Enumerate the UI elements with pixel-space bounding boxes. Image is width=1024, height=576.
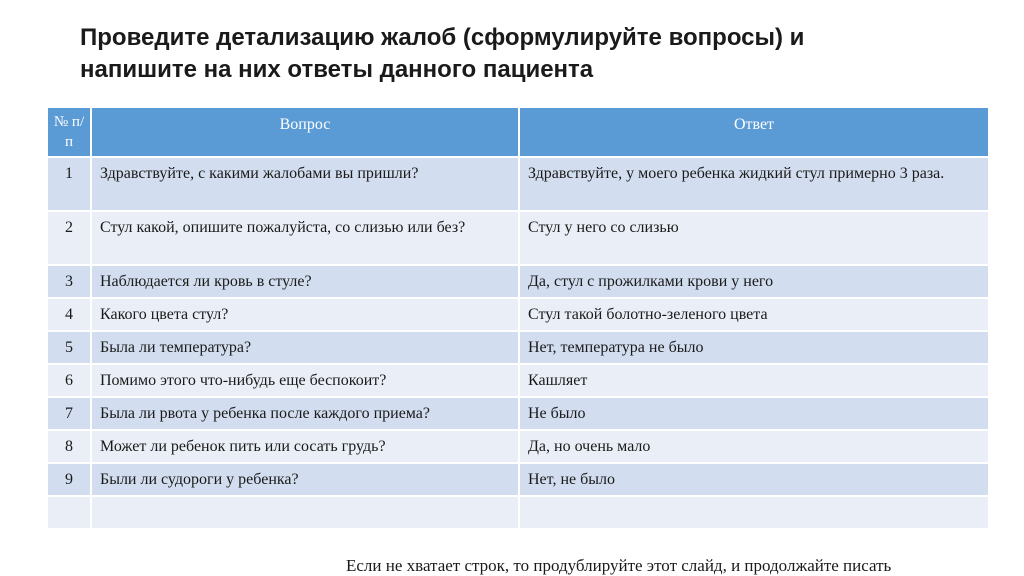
table-header-row [47,107,989,157]
row-question: Была ли температура? [91,331,519,364]
footer-note: Если не хватает строк, то продублируйте этот слайд, и продолжайте писать [346,556,892,575]
table-row-empty [47,496,989,529]
table-row [47,463,989,496]
row-answer: Нет, температура не было [519,331,989,364]
row-number-empty [47,496,91,529]
row-number: 6 [47,364,91,397]
row-number: 3 [47,265,91,298]
row-number: 1 [47,157,91,211]
complaints-table [46,106,990,530]
row-number: 5 [47,331,91,364]
table-row [47,397,989,430]
row-answer: Да, стул с прожилками крови у него [519,265,989,298]
slide-title [80,22,980,86]
slide-title-line-1: Проведите детализацию жалоб (сформулируйте вопросы) и [80,24,805,51]
row-answer: Да, но очень мало [519,430,989,463]
header-number: № п/п [47,107,91,157]
row-question: Стул какой, опишите пожалуйста, со слизью или без? [91,211,519,265]
row-question: Была ли рвота у ребенка после каждого приема? [91,397,519,430]
row-number: 7 [47,397,91,430]
row-question: Может ли ребенок пить или сосать грудь? [91,430,519,463]
table-row [47,157,989,211]
row-answer: Нет, не было [519,463,989,496]
row-answer: Стул такой болотно-зеленого цвета [519,298,989,331]
row-number: 4 [47,298,91,331]
row-answer: Стул у него со слизью [519,211,989,265]
row-number: 2 [47,211,91,265]
row-question: Здравствуйте, с какими жалобами вы пришли? [91,157,519,211]
slide-title-line-2: напишите на них ответы данного пациента [80,56,594,83]
header-question: Вопрос [91,107,519,157]
row-answer-empty [519,496,989,529]
row-answer: Здравствуйте, у моего ребенка жидкий стул примерно 3 раза. [519,157,989,211]
row-question: Помимо этого что-нибудь еще беспокоит? [91,364,519,397]
table-row [47,430,989,463]
table-row [47,298,989,331]
row-number: 9 [47,463,91,496]
table-row [47,364,989,397]
row-question: Наблюдается ли кровь в стуле? [91,265,519,298]
row-number: 8 [47,430,91,463]
header-answer: Ответ [519,107,989,157]
table-row [47,331,989,364]
row-question: Были ли судороги у ребенка? [91,463,519,496]
row-answer: Не было [519,397,989,430]
row-question-empty [91,496,519,529]
table-row [47,211,989,265]
row-question: Какого цвета стул? [91,298,519,331]
row-answer: Кашляет [519,364,989,397]
table-row [47,265,989,298]
